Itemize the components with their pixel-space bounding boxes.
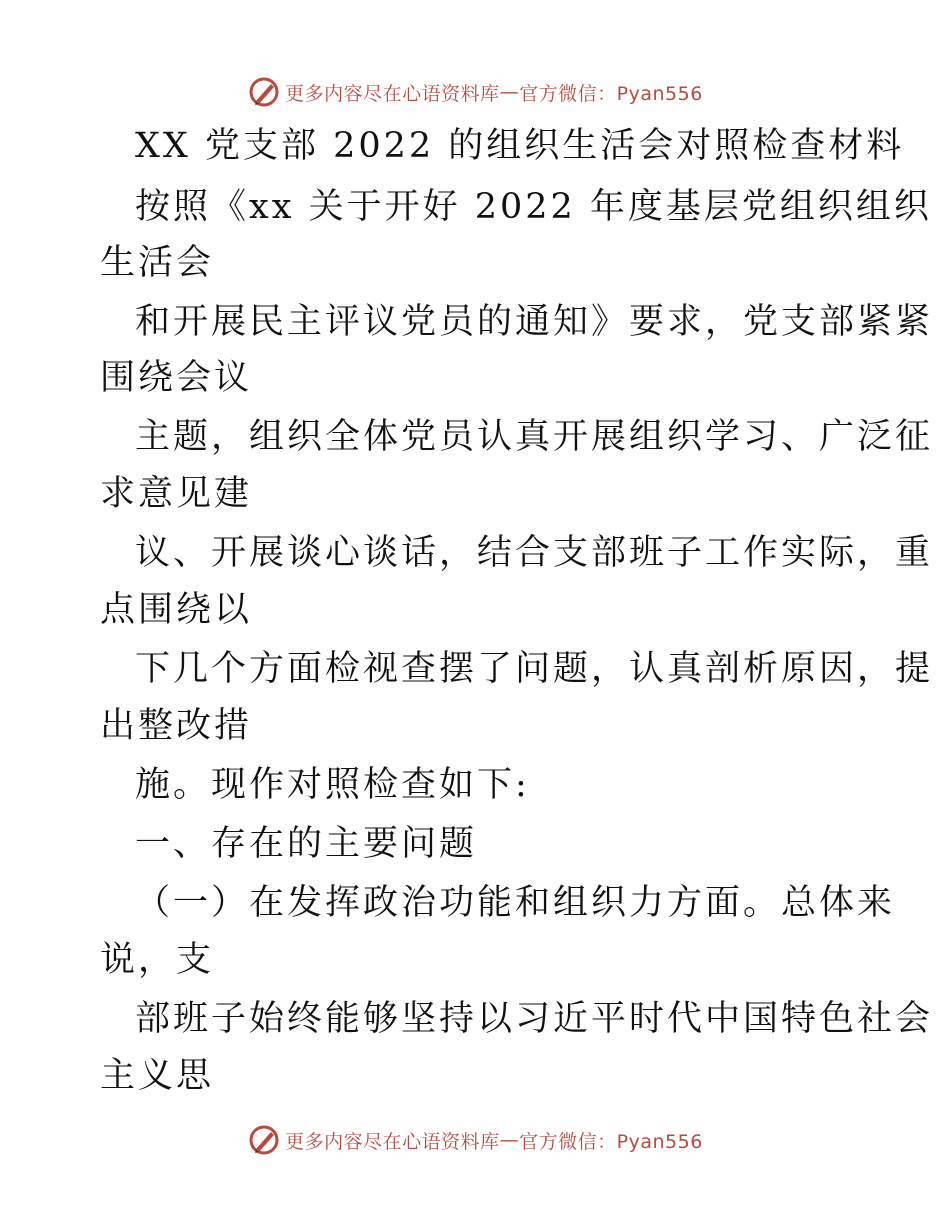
watermark-text: 更多内容尽在心语资料库 (285, 82, 500, 105)
text-line: 部班子始终能够坚持以习近平时代中国特色社会 (135, 999, 934, 1039)
watermark-contact: 官方微信：Pyan556 (519, 82, 703, 105)
text-line: 按照《xx 关于开好 2022 年度基层党组织组织 (135, 187, 932, 227)
text-line: 求意见建 (100, 474, 253, 514)
footer-watermark (0, 1120, 950, 1160)
text-line: 围绕会议 (100, 358, 253, 398)
subsection-heading: （一）在发挥政治功能和组织力方面。总体来 (135, 883, 896, 923)
pen-logo-icon (247, 1123, 281, 1157)
watermark-separator: — (499, 81, 520, 103)
text-line: 点围绕以 (100, 590, 253, 630)
watermark-text: 更多内容尽在心语资料库 (285, 1130, 500, 1153)
text-line: 说，支 (100, 940, 215, 980)
text-line: 下几个方面检视查摆了问题，认真剖析原因，提 (135, 649, 934, 689)
text-line: 施。现作对照检查如下: (135, 765, 530, 805)
section-heading: 一、存在的主要问题 (135, 824, 478, 864)
text-line: 出整改措 (100, 706, 253, 746)
text-line: 主义思 (100, 1056, 215, 1096)
text-line: 议、开展谈心谈话，结合支部班子工作实际，重 (135, 533, 934, 573)
document-title: XX 党支部 2022 的组织生活会对照检查材料 (135, 126, 905, 166)
text-line: 生活会 (100, 243, 215, 283)
text-line: 主题，组织全体党员认真开展组织学习、广泛征 (135, 417, 934, 457)
watermark-contact: 官方微信：Pyan556 (519, 1130, 703, 1153)
text-line: 和开展民主评议党员的通知》要求，党支部紧紧 (135, 302, 934, 342)
watermark-separator: — (499, 1129, 520, 1151)
